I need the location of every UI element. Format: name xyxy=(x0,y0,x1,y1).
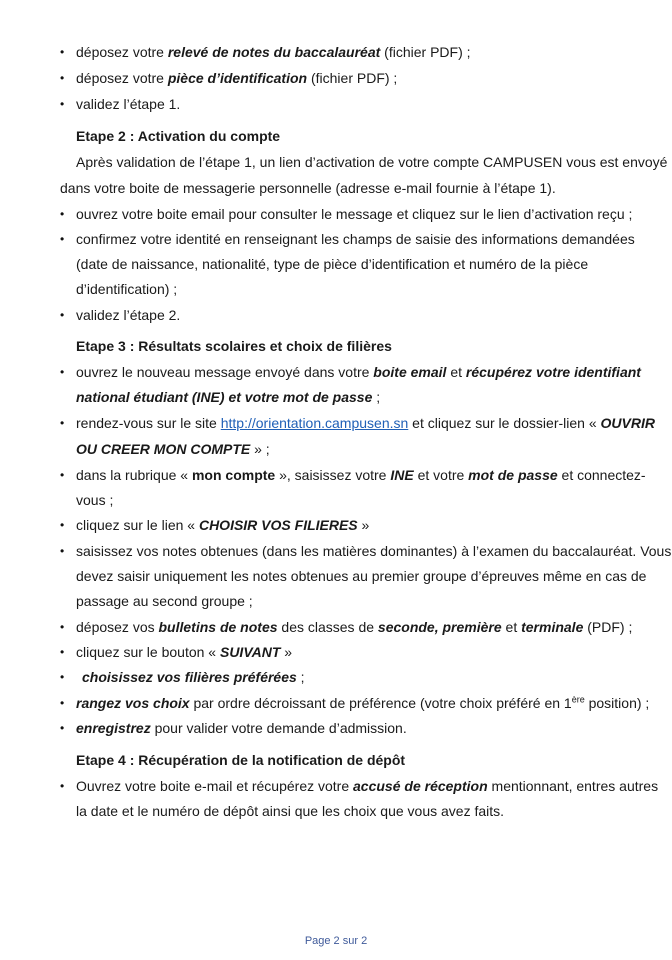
list-item: validez l’étape 2. xyxy=(76,307,181,323)
bullet-icon: • xyxy=(60,779,65,793)
bullet-icon: • xyxy=(60,365,65,379)
bullet-icon: • xyxy=(60,670,65,684)
bullet-icon: • xyxy=(60,71,65,85)
bullet-icon: • xyxy=(60,620,65,634)
list-item: rendez-vous sur le site http://orientation.campusen.sn et cliquez sur le dossier-lien « OUVRIR xyxy=(76,415,655,431)
list-item-continuation: la date et le numéro de dépôt ainsi que les choix que vous avez faits. xyxy=(76,803,505,819)
list-item: rangez vos choix par ordre décroissant de préférence (votre choix préféré en 1ère position) ; xyxy=(76,694,650,711)
list-item-continuation: vous ; xyxy=(76,492,114,508)
bullet-icon: • xyxy=(60,544,65,558)
page-number: Page 2 sur 2 xyxy=(304,935,368,947)
list-item: saisissez vos notes obtenues (dans les matières dominantes) à l’examen du baccalauréat. Vous xyxy=(76,543,672,559)
bullet-icon: • xyxy=(60,97,65,111)
bullet-icon: • xyxy=(60,308,65,322)
paragraph-line: Après validation de l’étape 1, un lien d’activation de votre compte CAMPUSEN vous est envoyé xyxy=(76,154,668,170)
list-item: cliquez sur le bouton « SUIVANT » xyxy=(76,644,293,660)
list-item: validez l’étape 1. xyxy=(76,96,181,112)
bullet-icon: • xyxy=(60,468,65,482)
list-item: déposez vos bulletins de notes des classes de seconde, première et terminale (PDF) ; xyxy=(76,619,633,635)
list-item: dans la rubrique « mon compte », saisissez votre INE et votre mot de passe et connectez- xyxy=(76,467,646,483)
bullet-icon: • xyxy=(60,232,65,246)
list-item: confirmez votre identité en renseignant les champs de saisie des informations demandées xyxy=(76,231,635,247)
list-item-continuation: passage au second groupe ; xyxy=(76,593,253,609)
list-item: déposez votre pièce d’identification (fichier PDF) ; xyxy=(76,70,398,86)
list-item-continuation: (date de naissance, nationalité, type de pièce d’identification et numéro de la pièce xyxy=(76,256,589,272)
list-item: choisissez vos filières préférées ; xyxy=(82,669,305,685)
list-item: ouvrez votre boite email pour consulter le message et cliquez sur le lien d’activation reçu ; xyxy=(76,206,633,222)
paragraph-line: dans votre boite de messagerie personnelle (adresse e-mail fournie à l’étape 1). xyxy=(60,180,556,196)
list-item: Ouvrez votre boite e-mail et récupérez votre accusé de réception mentionnant, entres autres xyxy=(76,778,659,794)
campusen-link[interactable]: http://orientation.campusen.sn xyxy=(220,415,409,431)
list-item: cliquez sur le lien « CHOISIR VOS FILIERES » xyxy=(76,517,370,533)
section-heading: Etape 2 : Activation du compte xyxy=(76,128,281,144)
section-heading: Etape 3 : Résultats scolaires et choix de filières xyxy=(76,338,392,354)
list-item: enregistrez pour valider votre demande d’admission. xyxy=(76,720,407,736)
list-item-continuation: OU CREER MON COMPTE » ; xyxy=(76,441,270,457)
list-item-continuation: d’identification) ; xyxy=(76,281,178,297)
bullet-icon: • xyxy=(60,207,65,221)
bullet-icon: • xyxy=(60,645,65,659)
bullet-icon: • xyxy=(60,518,65,532)
list-item: ouvrez le nouveau message envoyé dans votre boite email et récupérez votre identifiant xyxy=(76,364,641,380)
list-item: déposez votre relevé de notes du baccalauréat (fichier PDF) ; xyxy=(76,44,471,60)
list-item-continuation: national étudiant (INE) et votre mot de passe ; xyxy=(76,389,381,405)
bullet-icon: • xyxy=(60,721,65,735)
section-heading: Etape 4 : Récupération de la notification de dépôt xyxy=(76,752,406,768)
bullet-icon: • xyxy=(60,416,65,430)
bullet-icon: • xyxy=(60,45,65,59)
list-item-continuation: devez saisir uniquement les notes obtenues au premier groupe d’épreuves même en cas de xyxy=(76,568,647,584)
bullet-icon: • xyxy=(60,696,65,710)
